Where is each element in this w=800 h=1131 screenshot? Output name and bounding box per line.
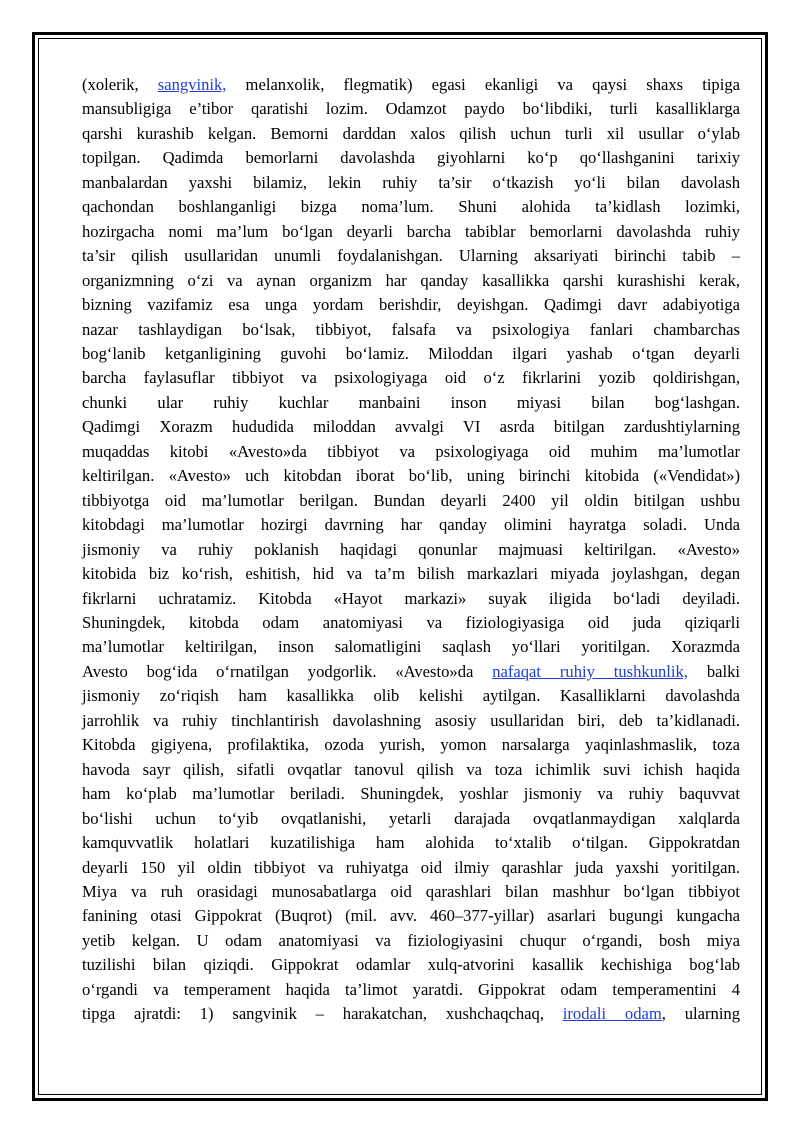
text-line: jismoniy va ruhiy poklanish haqidagi qonunlar majmuasi keltirilgan. «Avesto» bbox=[82, 539, 740, 559]
inline-link[interactable]: sangvinik, bbox=[157, 75, 227, 94]
text-line: topilgan. Qadimda bemorlarni davolashda giyohlarni ko‘p qo‘llashganini tarixiy bbox=[82, 148, 740, 168]
text-line: organizmning o‘zi va aynan organizm har qanday kasallikka qarshi kurashishi kerak, bbox=[82, 270, 740, 290]
text-line: fanining otasi Gippokrat (Buqrot) (mil. avv. 460–377-yillar) asarlari bugungi kungacha bbox=[82, 906, 740, 926]
document-body bbox=[82, 73, 740, 1027]
text-line: tibbiyotga oid ma’lumotlar berilgan. Bundan deyarli 2400 yil oldin bitilgan ushbu bbox=[82, 490, 740, 510]
text-line: ta’sir qilish usullaridan unumli foydalanishgan. Ularning aksariyati birinchi tabib – bbox=[82, 246, 740, 266]
text-line: jismoniy zo‘riqish ham kasallikka olib kelishi aytilgan. Kasalliklarni davolashda bbox=[82, 686, 740, 706]
text-line: deyarli 150 yil oldin tibbiyot va ruhiyatga oid ilmiy qarashlar juda yaxshi yoritilgan. bbox=[82, 857, 740, 877]
text-line: o‘rgandi va temperament haqida ta’limot yaratdi. Gippokrat odam temperamentini 4 bbox=[82, 979, 740, 999]
text-line: ham ko‘plab ma’lumotlar beriladi. Shuningdek, yoshlar jismoniy va ruhiy baquvvat bbox=[82, 784, 740, 804]
text-line: barcha faylasuflar tibbiyot va psixologiyaga oid o‘z fikrlarini yozib qoldirishgan, bbox=[82, 368, 740, 388]
text-line: fikrlarni uchratamiz. Kitobda «Hayot markazi» suyak iligida bo‘ladi deyiladi. bbox=[82, 588, 740, 608]
inline-link[interactable]: nafaqat ruhiy tushkunlik, bbox=[492, 661, 688, 681]
text-line: Miya va ruh orasidagi munosabatlarga oid qarashlari bilan mashhur bo‘lgan tibbiyot bbox=[82, 881, 740, 901]
text-line: keltirilgan. «Avesto» uch kitobdan iborat bo‘lib, uning birinchi kitobida («Vendidat») bbox=[82, 466, 740, 486]
text-line: bo‘lishi uchun to‘yib ovqatlanishi, yetarli darajada ovqatlanmaydigan xalqlarda bbox=[82, 808, 740, 828]
text-line: qarshi kurashib kelgan. Bemorni darddan xalos qilish uchun turli xil usullar o‘ylab bbox=[82, 123, 740, 143]
inline-link[interactable]: irodali odam bbox=[562, 1004, 662, 1024]
text-line: bog‘lanib ketganligining guvohi bo‘lamiz. Miloddan ilgari yashab o‘tgan deyarli bbox=[82, 343, 740, 363]
text-line: qachondan boshlanganligi bizga noma’lum. Shuni alohida ta’kidlash lozimki, bbox=[82, 197, 740, 217]
text-line: Qadimgi Xorazm hududida miloddan avvalgi VI asrda bitilgan zardushtiylarning bbox=[82, 417, 740, 437]
text-line: chunki ular ruhiy kuchlar manbaini inson miyasi bilan bog‘lashgan. bbox=[82, 392, 740, 412]
text-line: kitobdagi ma’lumotlar hozirgi davrning har qanday olimini hayratga soladi. Unda bbox=[82, 515, 740, 535]
text-segment: balki bbox=[687, 661, 740, 681]
text-line bbox=[82, 73, 740, 97]
text-line: nazar tashlaydigan bo‘lsak, tibbiyot, falsafa va psixologiya fanlari chambarchas bbox=[82, 319, 740, 339]
text-line: tuzilishi bilan qiziqdi. Gippokrat odamlar xulq-atvorini kasallik kechishiga bog‘lab bbox=[82, 955, 740, 975]
text-segment: , ularning bbox=[661, 1004, 741, 1024]
text-line: kitobida biz ko‘rish, eshitish, hid va ta’m bilish markazlari miyada joylashgan, degan bbox=[82, 564, 740, 584]
text-segment: (xolerik, bbox=[82, 75, 158, 94]
text-segment: melanxolik, flegmatik) egasi ekanligi va qaysi shaxs tipiga bbox=[226, 75, 741, 94]
text-line: Kitobda gigiyena, profilaktika, ozoda yurish, yomon narsalarga yaqinlashmaslik, toza bbox=[82, 735, 740, 755]
text-line: hozirgacha nomi ma’lum bo‘lgan deyarli barcha tabiblar bemorlarni davolashda ruhiy bbox=[82, 221, 740, 241]
text-line bbox=[82, 1002, 740, 1026]
text-line bbox=[82, 660, 740, 684]
text-line: mansubligiga e’tibor qaratishi lozim. Odamzot paydo bo‘libdiki, turli kasalliklarga bbox=[82, 99, 740, 119]
text-line: yetib kelgan. U odam anatomiyasi va fiziologiyasini chuqur o‘rgandi, bosh miya bbox=[82, 930, 740, 950]
text-line: bizning vazifamiz esa unga yordam berishdir, deyishgan. Qadimgi davr adabiyotiga bbox=[82, 295, 740, 315]
text-segment: tipga ajratdi: 1) sangvinik – harakatchan, xushchaqchaq, bbox=[82, 1004, 563, 1024]
text-line: havoda sayr qilish, sifatli ovqatlar tanovul qilish va toza ichimlik suvi ichish haqida bbox=[82, 759, 740, 779]
text-line: manbalardan yaxshi bilamiz, lekin ruhiy ta’sir o‘tkazish yo‘li bilan davolash bbox=[82, 172, 740, 192]
text-line: Shuningdek, kitobda odam anatomiyasi va fiziologiyasiga oid juda qiziqarli bbox=[82, 612, 740, 632]
text-line: muqaddas kitobi «Avesto»da tibbiyot va psixologiyaga oid muhim ma’lumotlar bbox=[82, 441, 740, 461]
text-segment: Avesto bog‘ida o‘rnatilgan yodgorlik. «Avesto»da bbox=[82, 661, 493, 681]
text-line: ma’lumotlar keltirilgan, inson salomatligini saqlash yo‘llari yoritilgan. Xorazmda bbox=[82, 637, 740, 657]
text-line: jarrohlik va ruhiy tinchlantirish davolashning asosiy usullaridan biri, deb ta’kidlanadi. bbox=[82, 710, 740, 730]
text-line: kamquvvatlik holatlari kuzatilishiga ham alohida to‘xtalib o‘tilgan. Gippokratdan bbox=[82, 833, 740, 853]
